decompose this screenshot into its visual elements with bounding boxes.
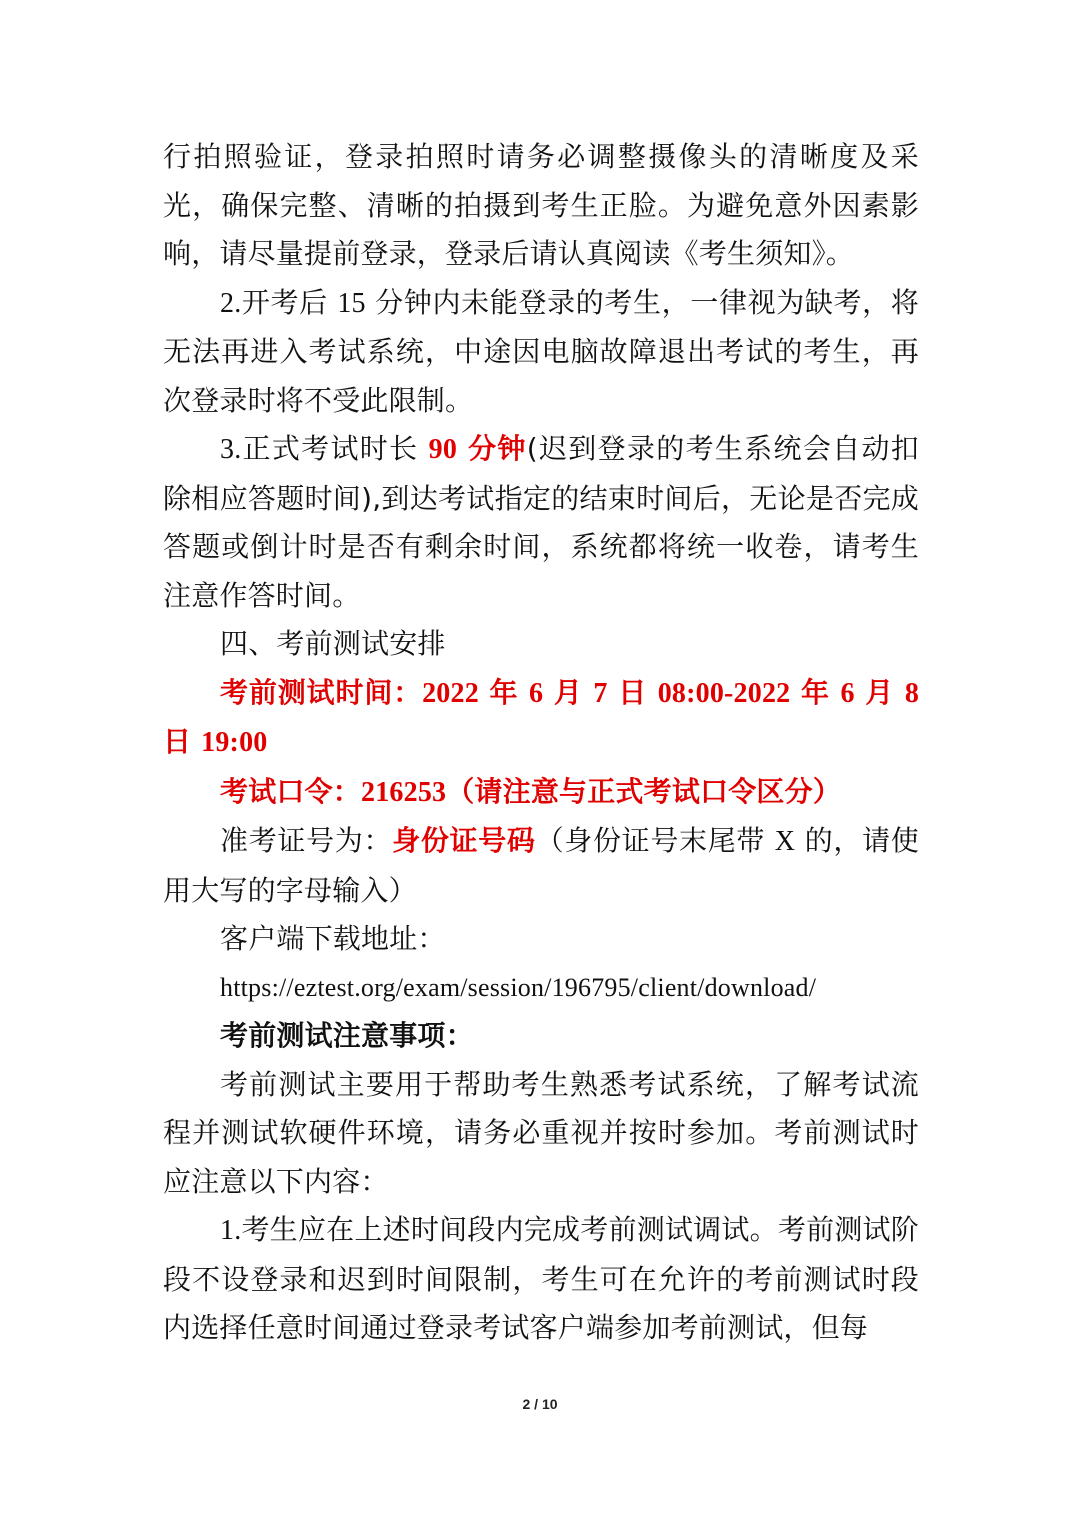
exam-password-note: （请注意与正式考试口令区分）: [446, 774, 842, 808]
minutes-value: 15: [337, 287, 366, 319]
item-number: 1.: [220, 1215, 242, 1246]
ticket-note-x: X: [774, 826, 796, 857]
paragraph-text: (迟到登录的考生系统会自动扣除相应答题时间),到达考试指定的结束时间后，无论是否完成答题或倒计时是否有剩余时间，系统都将统一收卷，请考生注意作答时间。: [163, 432, 919, 612]
paragraph-text: 开考后: [241, 285, 338, 319]
test-time-part: 6: [529, 677, 544, 709]
client-download-label-text: 客户端下载地址：: [220, 922, 446, 955]
test-time-part: 19:00: [201, 727, 268, 758]
ticket-note: 的，请使用大写的字母输入）: [163, 824, 919, 907]
test-time-part: 日: [163, 725, 202, 758]
client-download-label: [163, 915, 919, 964]
ticket-label: 准考证号为：: [220, 824, 393, 857]
item-number: 2.: [220, 287, 242, 319]
test-time-part: 8: [904, 677, 920, 709]
ticket-note: （身份证号末尾带: [535, 824, 775, 857]
exam-password-value: 216253: [361, 776, 447, 808]
paragraph-exam-duration: [163, 425, 919, 620]
ticket-value: 身份证号码: [392, 824, 536, 857]
test-time-part: 日: [607, 675, 658, 709]
test-time-part: 08:00-2022: [657, 677, 791, 709]
paragraph-text: 分钟内未能登录的考生，一律视为缺考，将无法再进入考试系统，中途因电脑故障退出考试的考生，再次登录时将不受此限制。: [163, 285, 919, 417]
ticket-number-line: [163, 817, 919, 915]
test-time-part: 月: [543, 675, 594, 709]
client-download-url: [163, 964, 919, 1013]
paragraph-late-login: [163, 279, 919, 426]
exam-password-line: [163, 768, 919, 818]
paragraph-text: 行拍照验证，登录拍照时请务必调整摄像头的清晰度及采光，确保完整、清晰的拍摄到考生正脸。为避免意外因素影响，请尽量提前登录，登录后请认真阅读《考生须知》。: [163, 140, 919, 270]
test-time-label: 考前测试时间：: [220, 675, 423, 709]
paragraph-text: 考生应在上述时间段内完成考前测试调试。考前测试阶段不设登录和迟到时间限制，考生可在允许的考前测试时段内选择任意时间通过登录考试客户端参加考前测试，但每: [163, 1213, 919, 1344]
notes-intro: [163, 1061, 919, 1207]
test-time-part: 月: [854, 675, 905, 709]
section-heading-text: 四、考前测试安排: [220, 627, 446, 660]
section-heading: [163, 620, 919, 669]
client-download-url-text: https://eztest.org/exam/session/196795/client/download/: [220, 972, 817, 1002]
notes-heading: [163, 1012, 919, 1061]
test-time-line: [163, 669, 919, 768]
note-item-1: [163, 1206, 919, 1353]
test-time-part: 年: [478, 675, 530, 709]
item-number: 3.: [220, 434, 242, 465]
duration-value: 90: [428, 434, 458, 465]
test-time-part: 6: [840, 677, 855, 709]
paragraph-text: 正式考试时长: [241, 432, 429, 465]
document-body: [163, 133, 919, 1353]
notes-intro-text: 考前测试主要用于帮助考生熟悉考试系统，了解考试流程并测试软硬件环境，请务必重视并按时参加。考前测试时应注意以下内容：: [163, 1067, 919, 1198]
test-time-part: 7: [593, 677, 608, 709]
exam-password-label: 考试口令：: [220, 774, 362, 808]
duration-unit: 分钟: [457, 432, 527, 465]
notes-heading-text: 考前测试注意事项：: [220, 1019, 474, 1052]
test-time-part: 年: [790, 675, 841, 709]
page-number: 2 / 10: [522, 1396, 558, 1412]
paragraph-login-photo: [163, 133, 919, 279]
test-time-part: 2022: [422, 677, 479, 709]
